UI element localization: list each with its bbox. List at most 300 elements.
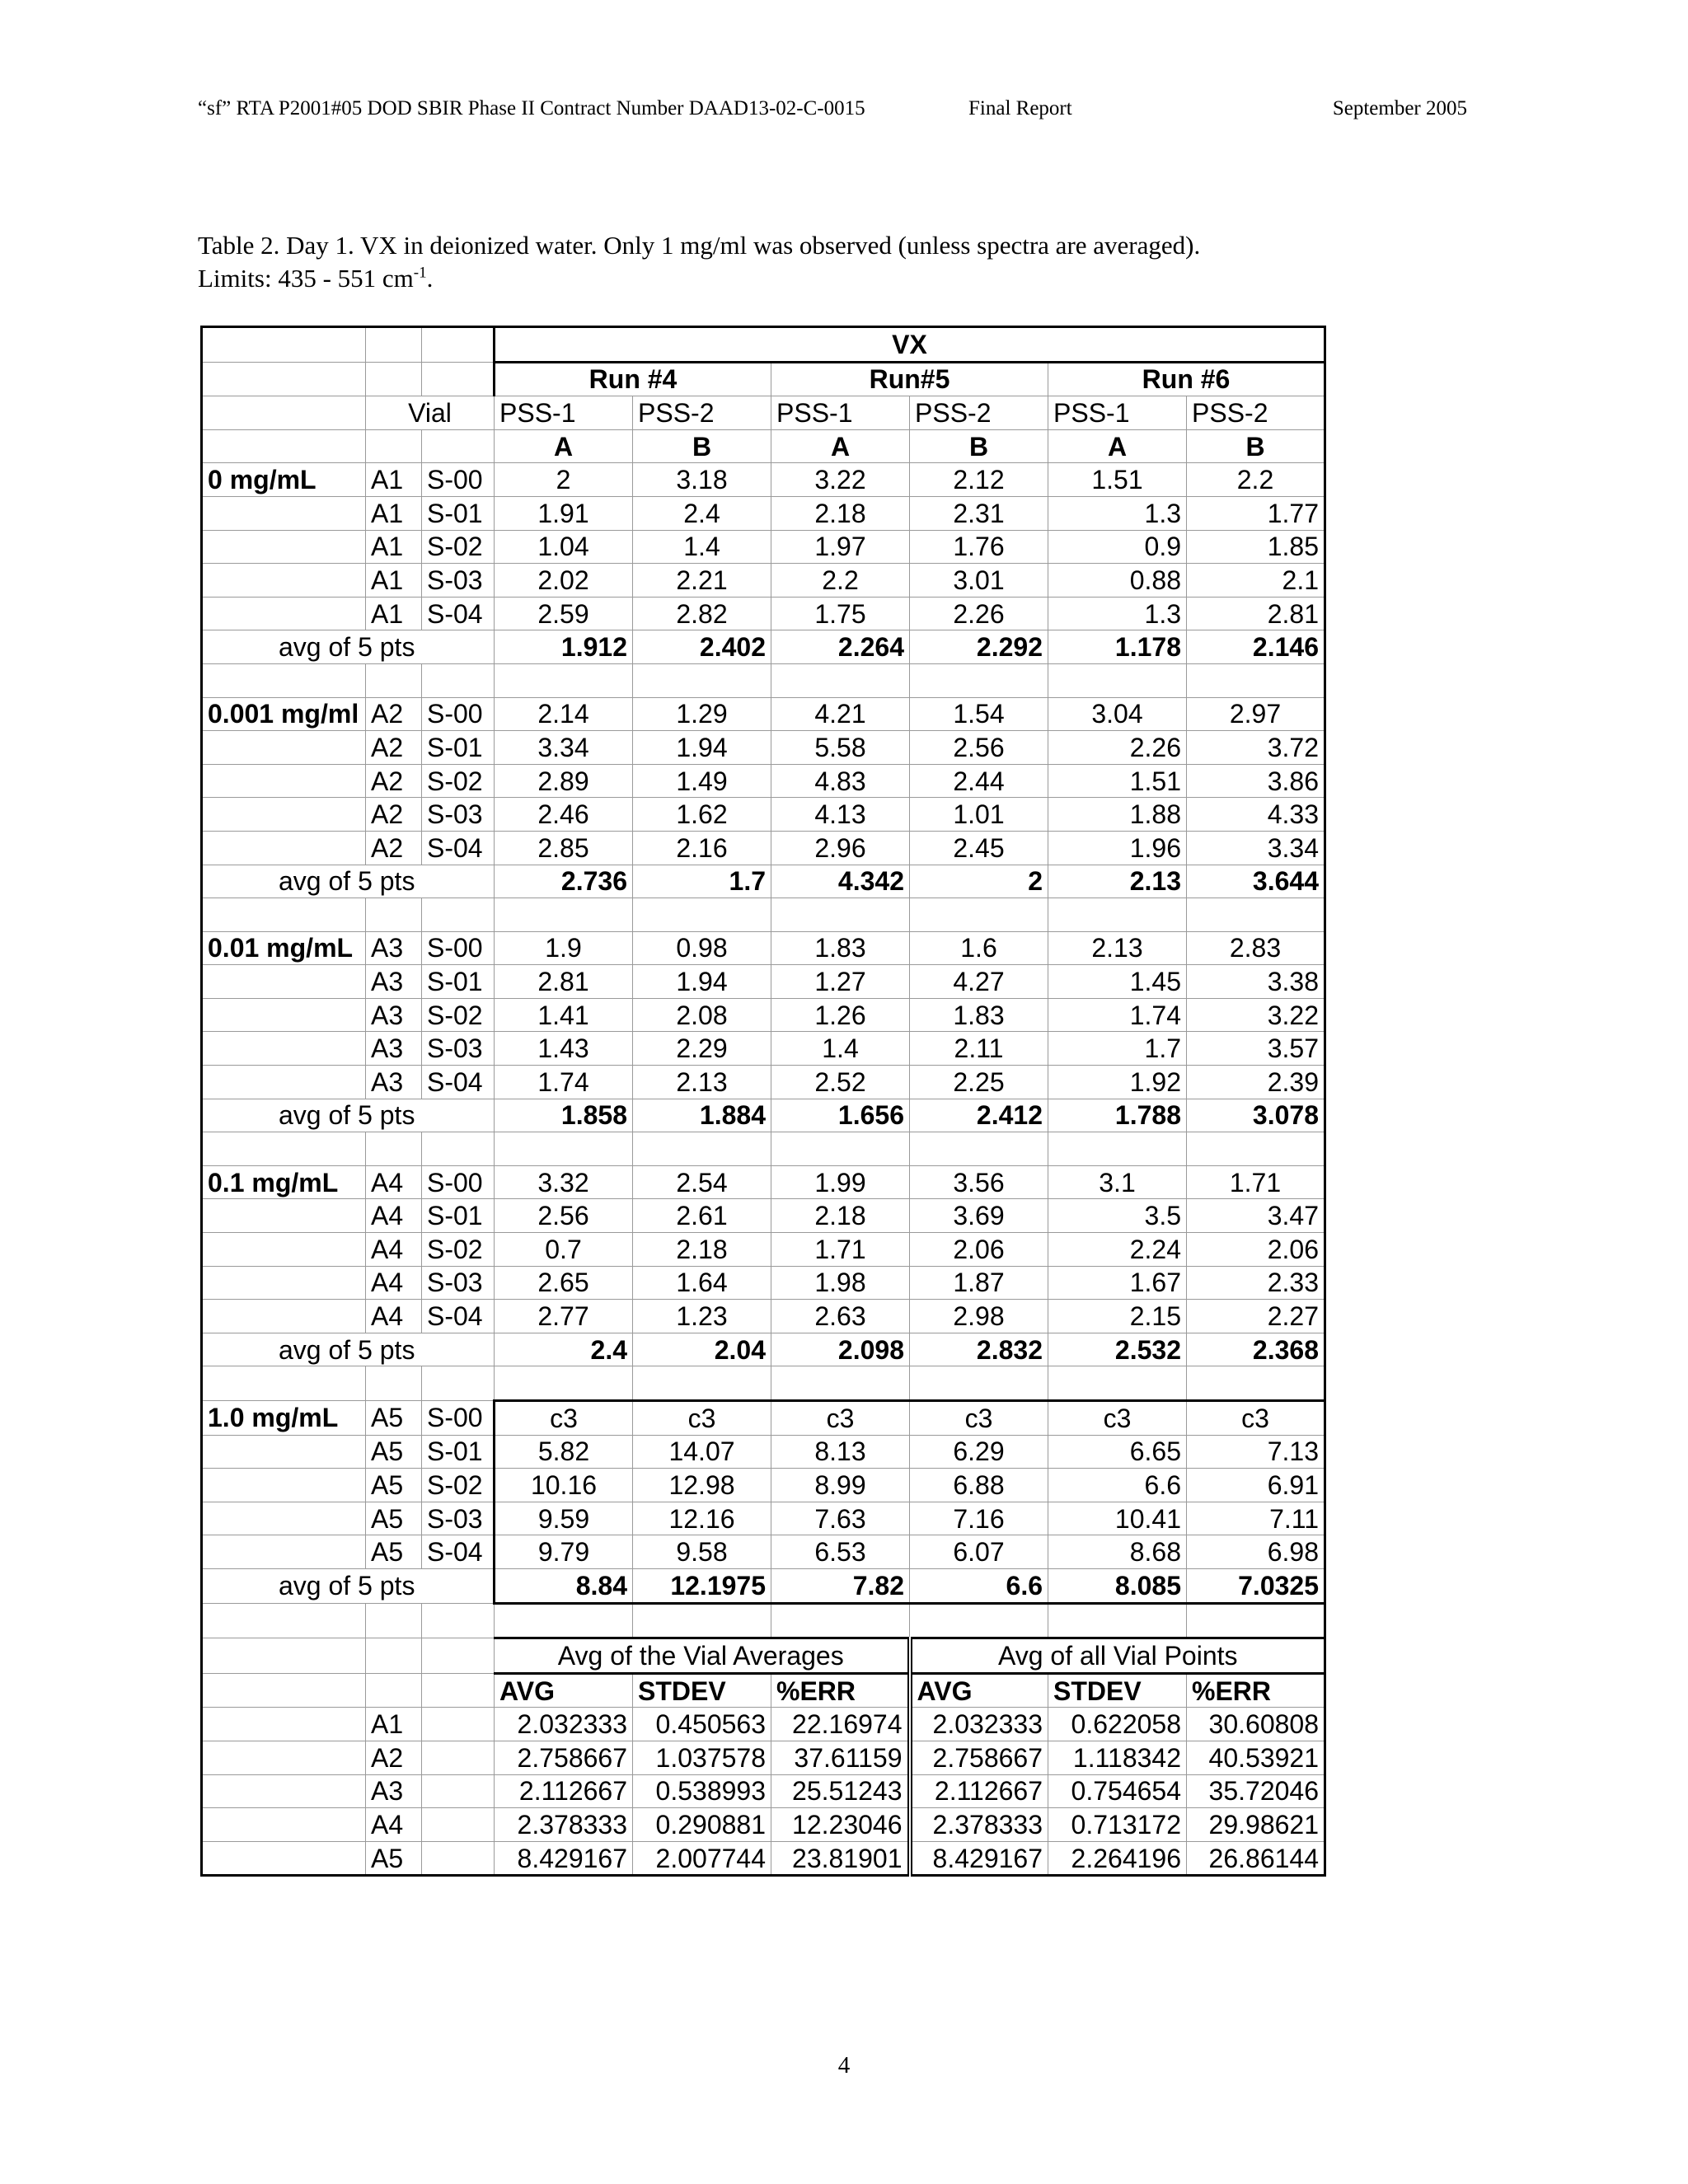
blank-cell [202,663,366,697]
blank-cell [633,663,771,697]
summary-value: 40.53921 [1187,1741,1325,1774]
measurement-value: 2.59 [495,597,633,630]
blank-cell [422,362,495,396]
spectrum-id: S-04 [422,597,495,630]
avg-row [202,1099,1325,1132]
header-pss: PSS-2 [910,396,1048,430]
measurement-value: 1.4 [771,1032,910,1066]
header-ab: A [1048,429,1187,463]
spacer-row [202,663,1325,697]
concentration-label: 0.001 mg/ml [202,697,366,731]
measurement-value: 2.44 [910,764,1048,798]
measurement-value: 8.13 [771,1435,910,1469]
header-pss: PSS-1 [771,396,910,430]
vial-id: A1 [366,496,422,530]
measurement-value: 1.74 [495,1066,633,1099]
spectrum-id: S-03 [422,1032,495,1066]
measurement-value: 1.01 [910,798,1048,832]
avg-label: avg of 5 pts [202,630,495,664]
header-row-ab [202,429,1325,463]
data-row [202,1502,1325,1535]
data-row [202,530,1325,564]
measurement-value: 4.13 [771,798,910,832]
blank-cell [422,327,495,363]
header-ab: A [495,429,633,463]
summary-value: 2.758667 [910,1741,1048,1774]
measurement-value: 8.99 [771,1469,910,1502]
vial-id: A3 [366,931,422,965]
blank-cell [202,597,366,630]
summary-value: 35.72046 [1187,1774,1325,1808]
header-ab: B [910,429,1048,463]
summary-col-header: STDEV [1048,1673,1187,1708]
measurement-value: 0.9 [1048,530,1187,564]
summary-value: 0.450563 [633,1708,771,1741]
measurement-value: 2.33 [1187,1266,1325,1300]
blank-cell [495,663,633,697]
measurement-value: 2.11 [910,1032,1048,1066]
blank-cell [1187,663,1325,697]
average-value: 7.82 [771,1568,910,1603]
measurement-value: 1.77 [1187,496,1325,530]
measurement-value: 7.13 [1187,1435,1325,1469]
blank-cell [366,1132,422,1166]
header-pss: PSS-2 [1187,396,1325,430]
blank-cell [910,1132,1048,1166]
data-row [202,931,1325,965]
spectrum-id: S-02 [422,764,495,798]
average-value: 1.7 [633,865,771,898]
measurement-value: 2.27 [1187,1300,1325,1333]
measurement-value: c3 [633,1401,771,1436]
measurement-value: 4.83 [771,764,910,798]
spectrum-id: S-01 [422,496,495,530]
spectrum-id: S-01 [422,731,495,765]
average-value: 8.84 [495,1568,633,1603]
measurement-value: 2.13 [633,1066,771,1099]
measurement-value: 2.52 [771,1066,910,1099]
data-row [202,1066,1325,1099]
blank-cell [422,1673,495,1708]
average-value: 1.912 [495,630,633,664]
vial-id: A2 [366,831,422,865]
concentration-label: 0.01 mg/mL [202,931,366,965]
measurement-value: 2.81 [495,965,633,999]
spectrum-id: S-04 [422,831,495,865]
summary-value: 25.51243 [771,1774,910,1808]
caption-period: . [426,264,434,293]
measurement-value: 2.63 [771,1300,910,1333]
data-row [202,731,1325,765]
average-value: 2.532 [1048,1333,1187,1366]
vial-id: A2 [366,697,422,731]
header-right: September 2005 [1332,97,1467,120]
blank-cell [422,1774,495,1808]
blank-cell [202,831,366,865]
blank-cell [366,1603,422,1638]
measurement-value: 2.96 [771,831,910,865]
measurement-value: 7.63 [771,1502,910,1535]
measurement-value: 4.21 [771,697,910,731]
measurement-value: 4.27 [910,965,1048,999]
measurement-value: 2.56 [910,731,1048,765]
measurement-value: 2.81 [1187,597,1325,630]
measurement-value: c3 [910,1401,1048,1436]
caption-line-2 [198,262,1434,295]
avg-row [202,630,1325,664]
measurement-value: 3.38 [1187,965,1325,999]
spectrum-id: S-03 [422,564,495,598]
measurement-value: 2.18 [771,496,910,530]
blank-cell [771,1366,910,1401]
data-row [202,764,1325,798]
vial-id: A2 [366,798,422,832]
average-value: 1.884 [633,1099,771,1132]
measurement-value: 14.07 [633,1435,771,1469]
blank-cell [202,1032,366,1066]
vx-data-table [200,326,1326,1877]
measurement-value: 1.54 [910,697,1048,731]
measurement-value: 1.99 [771,1165,910,1199]
spectrum-id: S-03 [422,1266,495,1300]
header-row-pss [202,396,1325,430]
measurement-value: 3.34 [495,731,633,765]
blank-cell [771,663,910,697]
summary-value: 29.98621 [1187,1808,1325,1842]
measurement-value: 9.79 [495,1535,633,1569]
summary-vial: A3 [366,1774,422,1808]
spacer-row [202,898,1325,932]
measurement-value: 9.59 [495,1502,633,1535]
caption-superscript: -1 [413,264,427,282]
spectrum-id: S-01 [422,1199,495,1233]
average-value: 2.832 [910,1333,1048,1366]
vial-id: A3 [366,1066,422,1099]
blank-cell [422,1808,495,1842]
vial-id: A1 [366,597,422,630]
average-value: 1.788 [1048,1099,1187,1132]
blank-cell [202,1808,366,1842]
blank-cell [202,564,366,598]
summary-value: 2.378333 [910,1808,1048,1842]
summary-value: 23.81901 [771,1841,910,1876]
spectrum-id: S-02 [422,530,495,564]
measurement-value: 3.22 [771,463,910,497]
average-value: 3.078 [1187,1099,1325,1132]
vial-id: A5 [366,1535,422,1569]
blank-cell [910,1603,1048,1638]
header-ab: A [771,429,910,463]
measurement-value: c3 [495,1401,633,1436]
data-row [202,1469,1325,1502]
measurement-value: 1.94 [633,965,771,999]
measurement-value: 1.43 [495,1032,633,1066]
vial-id: A4 [366,1165,422,1199]
vial-id: A2 [366,731,422,765]
header-row-runs [202,362,1325,396]
measurement-value: 2.46 [495,798,633,832]
summary-value: 12.23046 [771,1808,910,1842]
average-value: 4.342 [771,865,910,898]
measurement-value: 1.45 [1048,965,1187,999]
vial-id: A4 [366,1300,422,1333]
blank-cell [202,1469,366,1502]
avg-label: avg of 5 pts [202,865,495,898]
blank-cell [202,1132,366,1166]
measurement-value: 1.96 [1048,831,1187,865]
blank-cell [910,1366,1048,1401]
blank-cell [910,898,1048,932]
blank-cell [422,1741,495,1774]
header-left: “sf” RTA P2001#05 DOD SBIR Phase II Contract Number DAAD13-02-C-0015 [198,97,865,120]
measurement-value: 2.65 [495,1266,633,1300]
spectrum-id: S-01 [422,1435,495,1469]
blank-cell [202,898,366,932]
blank-cell [910,663,1048,697]
measurement-value: 1.83 [910,998,1048,1032]
measurement-value: 1.71 [771,1233,910,1267]
measurement-value: 2.83 [1187,931,1325,965]
blank-cell [202,764,366,798]
measurement-value: 6.53 [771,1535,910,1569]
measurement-value: 2.24 [1048,1233,1187,1267]
table-body [202,327,1325,1876]
average-value: 2.098 [771,1333,910,1366]
blank-cell [202,1199,366,1233]
measurement-value: 3.69 [910,1199,1048,1233]
measurement-value: 1.67 [1048,1266,1187,1300]
summary-col-row [202,1673,1325,1708]
summary-row [202,1841,1325,1876]
summary-value: 0.713172 [1048,1808,1187,1842]
blank-cell [202,731,366,765]
summary-value: 0.754654 [1048,1774,1187,1808]
blank-cell [202,1066,366,1099]
header-center: Final Report [968,97,1072,120]
page-number: 4 [837,2052,851,2079]
blank-cell [366,1673,422,1708]
summary-title-right: Avg of all Vial Points [910,1638,1325,1674]
measurement-value: 2.12 [910,463,1048,497]
measurement-value: 1.64 [633,1266,771,1300]
avg-label: avg of 5 pts [202,1568,495,1603]
measurement-value: 3.04 [1048,697,1187,731]
caption-line-1: Table 2. Day 1. VX in deionized water. Only 1 mg/ml was observed (unless spectra are averaged). [198,231,1201,260]
data-row [202,831,1325,865]
data-row [202,597,1325,630]
summary-value: 2.032333 [910,1708,1048,1741]
blank-cell [202,1233,366,1267]
measurement-value: 2.45 [910,831,1048,865]
blank-cell [422,1132,495,1166]
measurement-value: 1.29 [633,697,771,731]
measurement-value: 2.31 [910,496,1048,530]
summary-title-left: Avg of the Vial Averages [495,1638,910,1674]
data-row [202,798,1325,832]
header-ab: B [1187,429,1325,463]
spectrum-id: S-04 [422,1300,495,1333]
measurement-value: 2.56 [495,1199,633,1233]
measurement-value: 1.49 [633,764,771,798]
measurement-value: 3.1 [1048,1165,1187,1199]
data-row [202,697,1325,731]
header-vx: VX [495,327,1325,363]
measurement-value: 2.16 [633,831,771,865]
blank-cell [771,898,910,932]
average-value: 3.644 [1187,865,1325,898]
measurement-value: 3.86 [1187,764,1325,798]
spectrum-id: S-00 [422,697,495,731]
measurement-value: 2.89 [495,764,633,798]
average-value: 2.402 [633,630,771,664]
concentration-label: 1.0 mg/mL [202,1401,366,1436]
vial-id: A4 [366,1199,422,1233]
data-row [202,1401,1325,1436]
measurement-value: 2.85 [495,831,633,865]
measurement-value: 2.2 [771,564,910,598]
measurement-value: 12.16 [633,1502,771,1535]
measurement-value: 3.5 [1048,1199,1187,1233]
measurement-value: 2.2 [1187,463,1325,497]
blank-cell [1187,1366,1325,1401]
measurement-value: 2.15 [1048,1300,1187,1333]
blank-cell [1048,898,1187,932]
blank-cell [771,1603,910,1638]
summary-value: 0.538993 [633,1774,771,1808]
vial-id: A1 [366,564,422,598]
summary-row [202,1708,1325,1741]
measurement-value: 1.62 [633,798,771,832]
measurement-value: 2.26 [910,597,1048,630]
vial-id: A2 [366,764,422,798]
measurement-value: 2 [495,463,633,497]
blank-cell [202,1741,366,1774]
summary-value: 1.037578 [633,1741,771,1774]
data-row [202,463,1325,497]
measurement-value: 8.68 [1048,1535,1187,1569]
summary-col-header: %ERR [771,1673,910,1708]
avg-row [202,865,1325,898]
measurement-value: 6.29 [910,1435,1048,1469]
blank-cell [1187,1603,1325,1638]
measurement-value: 5.58 [771,731,910,765]
blank-cell [202,1638,366,1674]
measurement-value: 1.76 [910,530,1048,564]
blank-cell [495,1132,633,1166]
spectrum-id: S-02 [422,1469,495,1502]
data-row [202,564,1325,598]
measurement-value: 7.16 [910,1502,1048,1535]
measurement-value: c3 [1048,1401,1187,1436]
blank-cell [1048,1603,1187,1638]
blank-cell [202,396,366,430]
measurement-value: 2.1 [1187,564,1325,598]
header-ab: B [633,429,771,463]
summary-vial: A1 [366,1708,422,1741]
blank-cell [366,362,422,396]
measurement-value: 3.57 [1187,1032,1325,1066]
header-run: Run #4 [495,362,771,396]
measurement-value: 2.14 [495,697,633,731]
blank-cell [366,898,422,932]
measurement-value: 2.06 [1187,1233,1325,1267]
blank-cell [366,1638,422,1674]
summary-value: 22.16974 [771,1708,910,1741]
blank-cell [1048,1366,1187,1401]
data-row [202,1535,1325,1569]
data-row [202,965,1325,999]
measurement-value: 2.25 [910,1066,1048,1099]
measurement-value: 1.91 [495,496,633,530]
measurement-value: 3.34 [1187,831,1325,865]
blank-cell [422,1708,495,1741]
measurement-value: 1.7 [1048,1032,1187,1066]
header-run: Run #6 [1048,362,1325,396]
measurement-value: 10.41 [1048,1502,1187,1535]
average-value: 2.292 [910,630,1048,664]
blank-cell [1048,1132,1187,1166]
measurement-value: 1.9 [495,931,633,965]
header-row-vx [202,327,1325,363]
summary-value: 0.290881 [633,1808,771,1842]
measurement-value: 2.61 [633,1199,771,1233]
measurement-value: 1.94 [633,731,771,765]
spectrum-id: S-00 [422,931,495,965]
measurement-value: 2.39 [1187,1066,1325,1099]
summary-vial: A5 [366,1841,422,1876]
measurement-value: 1.27 [771,965,910,999]
summary-col-header: AVG [495,1673,633,1708]
vial-id: A5 [366,1435,422,1469]
summary-value: 0.622058 [1048,1708,1187,1741]
spectrum-id: S-04 [422,1066,495,1099]
measurement-value: 0.98 [633,931,771,965]
measurement-value: 1.97 [771,530,910,564]
summary-value: 2.378333 [495,1808,633,1842]
spectrum-id: S-01 [422,965,495,999]
blank-cell [202,1266,366,1300]
avg-label: avg of 5 pts [202,1333,495,1366]
summary-row [202,1741,1325,1774]
measurement-value: 3.18 [633,463,771,497]
data-row [202,1199,1325,1233]
concentration-label: 0 mg/mL [202,463,366,497]
measurement-value: 2.18 [633,1233,771,1267]
blank-cell [1187,1132,1325,1166]
measurement-value: 2.21 [633,564,771,598]
measurement-value: 1.87 [910,1266,1048,1300]
measurement-value: 7.11 [1187,1502,1325,1535]
avg-row [202,1333,1325,1366]
summary-value: 2.758667 [495,1741,633,1774]
avg-label: avg of 5 pts [202,1099,495,1132]
average-value: 2.264 [771,630,910,664]
blank-cell [633,1132,771,1166]
average-value: 2.146 [1187,630,1325,664]
blank-cell [422,1603,495,1638]
blank-cell [771,1132,910,1166]
measurement-value: 2.06 [910,1233,1048,1267]
measurement-value: 1.4 [633,530,771,564]
blank-cell [202,1535,366,1569]
average-value: 1.858 [495,1099,633,1132]
blank-cell [202,798,366,832]
summary-row [202,1808,1325,1842]
blank-cell [202,429,366,463]
average-value: 2.04 [633,1333,771,1366]
header-run: Run#5 [771,362,1048,396]
measurement-value: 1.88 [1048,798,1187,832]
